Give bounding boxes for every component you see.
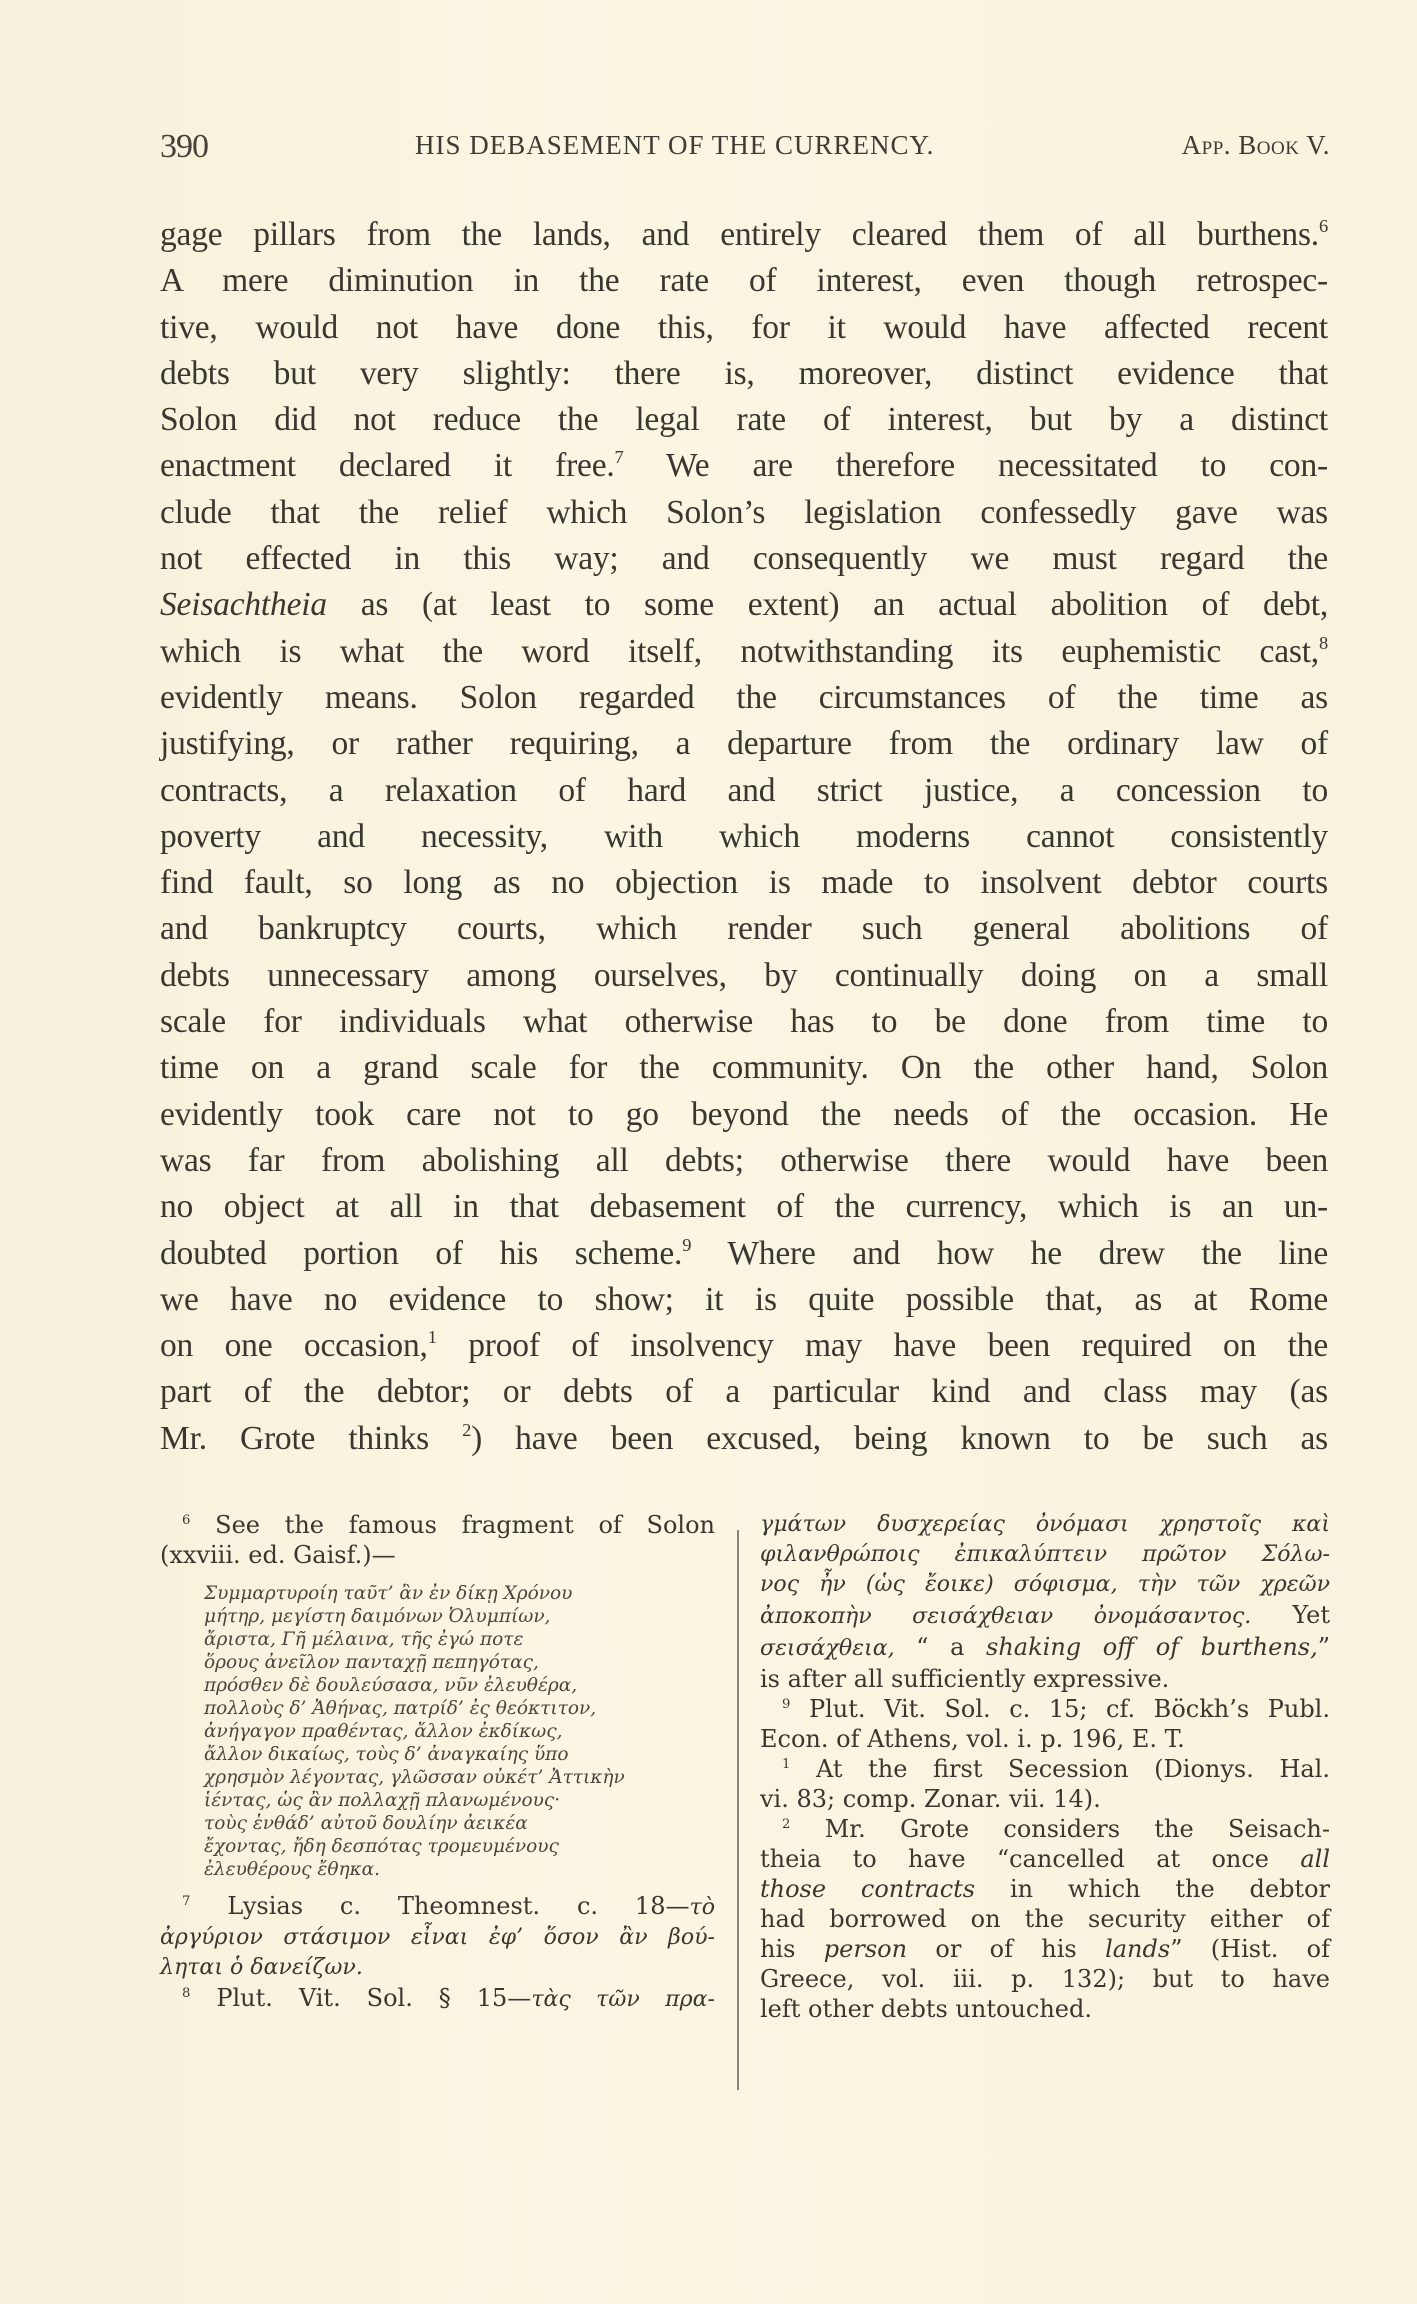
text-line: was far from abolishing all debts; otherwise there would have been: [160, 1141, 1328, 1179]
text-line: enactment declared it free.$^7$ We are therefore necessitated to con-: [160, 447, 1328, 485]
text-line: time on a grand scale for the community. On the other hand, Solon: [160, 1049, 1328, 1087]
footnote-ref-1[interactable]: 1: [427, 1327, 437, 1348]
text-line: poverty and necessity, with which moderns cannot consistently: [160, 817, 1328, 855]
text-line: evidently took care not to go beyond the needs of the occasion. He: [160, 1095, 1328, 1133]
footnote-1: $^1$ At the first Secession (Dionys. Hal. vi. 83; comp. Zonar. vii. 14).: [760, 1755, 1330, 1813]
footnote-8: $^8$ Plut. Vit. Sol. § 15—τὰς τῶν πρα-: [182, 1984, 715, 2012]
main-text: [160, 212, 1328, 1462]
footnotes-section: [160, 1510, 1330, 2090]
text-line: not effected in this way; and consequently we must regard the: [160, 540, 1328, 578]
footnote-marker: 2: [782, 1816, 791, 1832]
text-line: justifying, or rather requiring, a departure from the ordinary law of: [160, 725, 1328, 763]
text-line: scale for individuals what otherwise has to be done from time to: [160, 1003, 1328, 1041]
running-head: [160, 128, 1330, 172]
page-number: 390: [160, 128, 208, 165]
footnote-marker: 7: [182, 1893, 191, 1909]
column-divider: [737, 1530, 739, 2090]
footnote-marker: 8: [182, 1985, 191, 2001]
footnote-marker: 6: [182, 1512, 191, 1528]
footnote-ref-9[interactable]: 9: [682, 1234, 692, 1255]
footnote-marker: 9: [782, 1696, 791, 1712]
text-line: clude that the relief which Solon’s legislation confessedly gave was: [160, 493, 1328, 531]
footnote-ref-6[interactable]: 6: [1318, 216, 1328, 237]
text-line: we have no evidence to show; it is quite possible that, as at Rome: [160, 1280, 1328, 1318]
footnote-marker: 1: [782, 1756, 791, 1772]
text-line: Mr. Grote thinks $^2$) have been excused, being known to be such as: [160, 1419, 1328, 1457]
footnote-ref-8[interactable]: 8: [1318, 632, 1328, 653]
text-line: doubted portion of his scheme.$^9$ Where and how he drew the line: [160, 1234, 1328, 1272]
footnote-2: $^2$ Mr. Grote considers the Seisach- theia to have “cancelled at once all those contracts in which the debtor had borrowed on the security either of his person or of his lands” (Hist. of Greece, vol. iii. p. 132); but to have left other debts untouched.: [760, 1815, 1331, 2023]
footnotes-left-column: [160, 1510, 715, 2015]
text-line: Seisachtheia as (at least to some extent) an actual abolition of debt,: [160, 586, 1328, 624]
text-line: debts unnecessary among ourselves, by continually doing on a small: [160, 956, 1328, 994]
seisachtheia-term: Seisachtheia: [160, 586, 327, 624]
text-line: evidently means. Solon regarded the circumstances of the time as: [160, 678, 1328, 716]
chapter-title: HIS DEBASEMENT OF THE CURRENCY.: [415, 130, 935, 160]
footnotes-right-column: [760, 1510, 1330, 2024]
text-line: gage pillars from the lands, and entirely cleared them of all burthens.$^6$: [160, 216, 1328, 253]
text-line: debts but very slightly: there is, moreover, distinct evidence that: [160, 354, 1328, 392]
text-line: Solon did not reduce the legal rate of interest, but by a distinct: [160, 401, 1328, 439]
book-reference: App. Book V.: [1181, 130, 1330, 160]
text-line: no object at all in that debasement of the currency, which is an un-: [160, 1188, 1328, 1226]
text-line: contracts, a relaxation of hard and strict justice, a concession to: [160, 771, 1328, 809]
footnote-6: $^6$ See the famous fragment of Solon (xxviii. ed. Gaisf.)— Συμμαρτυροίη ταῦτ’ ἂν ἐν δίκῃ Χρόνου μήτηρ, μεγίστη δαιμόνων Ὀλυμπίων, ἄριστα, Γῆ μέλαινα, τῆς ἐγώ ποτε ὅρους ἀνεῖλον πανταχῇ πεπηγότας, πρόσθεν δὲ δουλεύσασα, νῦν ἐλευθέρα, πολλοὺς δ’ Ἀθήνας, πατρίδ’ ἐς θεόκτιτον, ἀνήγαγον πραθέντας, ἄλλον ἐκδίκως, ἄλλον δικαίως, τοὺς δ’ ἀναγκαίης ὕπο χρησμὸν λέγοντας, γλῶσσαν οὐκέτ’ Ἀττικὴν ἱέντας, ὡς ἂν πολλαχῇ πλανωμένους· τοὺς ἐνθάδ’ αὐτοῦ δουλίην ἀεικέα ἔχοντας, ἤδη δεσπότας τρομευμένους ἐλευθέρους ἔθηκα.: [160, 1511, 715, 1880]
footnote-ref-2[interactable]: 2: [462, 1419, 472, 1440]
text-line: on one occasion,$^1$ proof of insolvency may have been required on the: [160, 1327, 1329, 1365]
text-line: and bankruptcy courts, which render such general abolitions of: [160, 910, 1328, 948]
text-line: tive, would not have done this, for it would have affected recent: [160, 308, 1328, 346]
footnote-9: $^9$ Plut. Vit. Sol. c. 15; cf. Böckh’s Publ. Econ. of Athens, vol. i. p. 196, E. T.: [760, 1695, 1330, 1753]
footnote-8-continued: γμάτων δυσχερείας ὀνόμασι χρηστοῖς καὶ φιλανθρώποις ἐπικαλύπτειν πρῶτον Σόλω- νος ἦν (ὡς ἔοικε) σόφισμα, τὴν τῶν χρεῶν ἀποκοπὴν σεισάχθειαν ὀνομάσαντος. Yet σεισάχθεια, “ a shaking off of burthens,” is after all sufficiently expressive.: [760, 1512, 1331, 1693]
footnote-7: $^7$ Lysias c. Theomnest. c. 18—τὸ ἀργύριον στάσιμον εἶναι ἐφ’ ὅσον ἂν βού- ληται ὁ δανείζων.: [160, 1892, 715, 1980]
greek-verse: Συμμαρτυροίη ταῦτ’ ἂν ἐν δίκῃ Χρόνου μήτηρ, μεγίστη δαιμόνων Ὀλυμπίων, ἄριστα, Γῆ μέλαινα, τῆς ἐγώ ποτε ὅρους ἀνεῖλον πανταχῇ πεπηγότας, πρόσθεν δὲ δουλεύσασα, νῦν ἐλευθέρα, πολλοὺς δ’ Ἀθήνας, πατρίδ’ ἐς θεόκτιτον, ἀνήγαγον πραθέντας, ἄλλον ἐκδίκως, ἄλλον δικαίως, τοὺς δ’ ἀναγκαίης ὕπο χρησμὸν λέγοντας, γλῶσσαν οὐκέτ’ Ἀττικὴν ἱέντας, ὡς ἂν πολλαχῇ πλανωμένους· τοὺς ἐνθάδ’ αὐτοῦ δουλίην ἀεικέα ἔχοντας, ἤδη δεσπότας τρομευμένους ἐλευθέρους ἔθηκα.: [204, 1583, 625, 1880]
text-line: find fault, so long as no objection is made to insolvent debtor courts: [160, 864, 1328, 902]
text-line: which is what the word itself, notwithstanding its euphemistic cast,$^8$: [160, 632, 1328, 670]
footnote-ref-7[interactable]: 7: [614, 447, 624, 468]
text-line: part of the debtor; or debts of a particular kind and class may (as: [160, 1373, 1328, 1411]
text-line: A mere diminution in the rate of interest, even though retrospec-: [160, 262, 1328, 300]
